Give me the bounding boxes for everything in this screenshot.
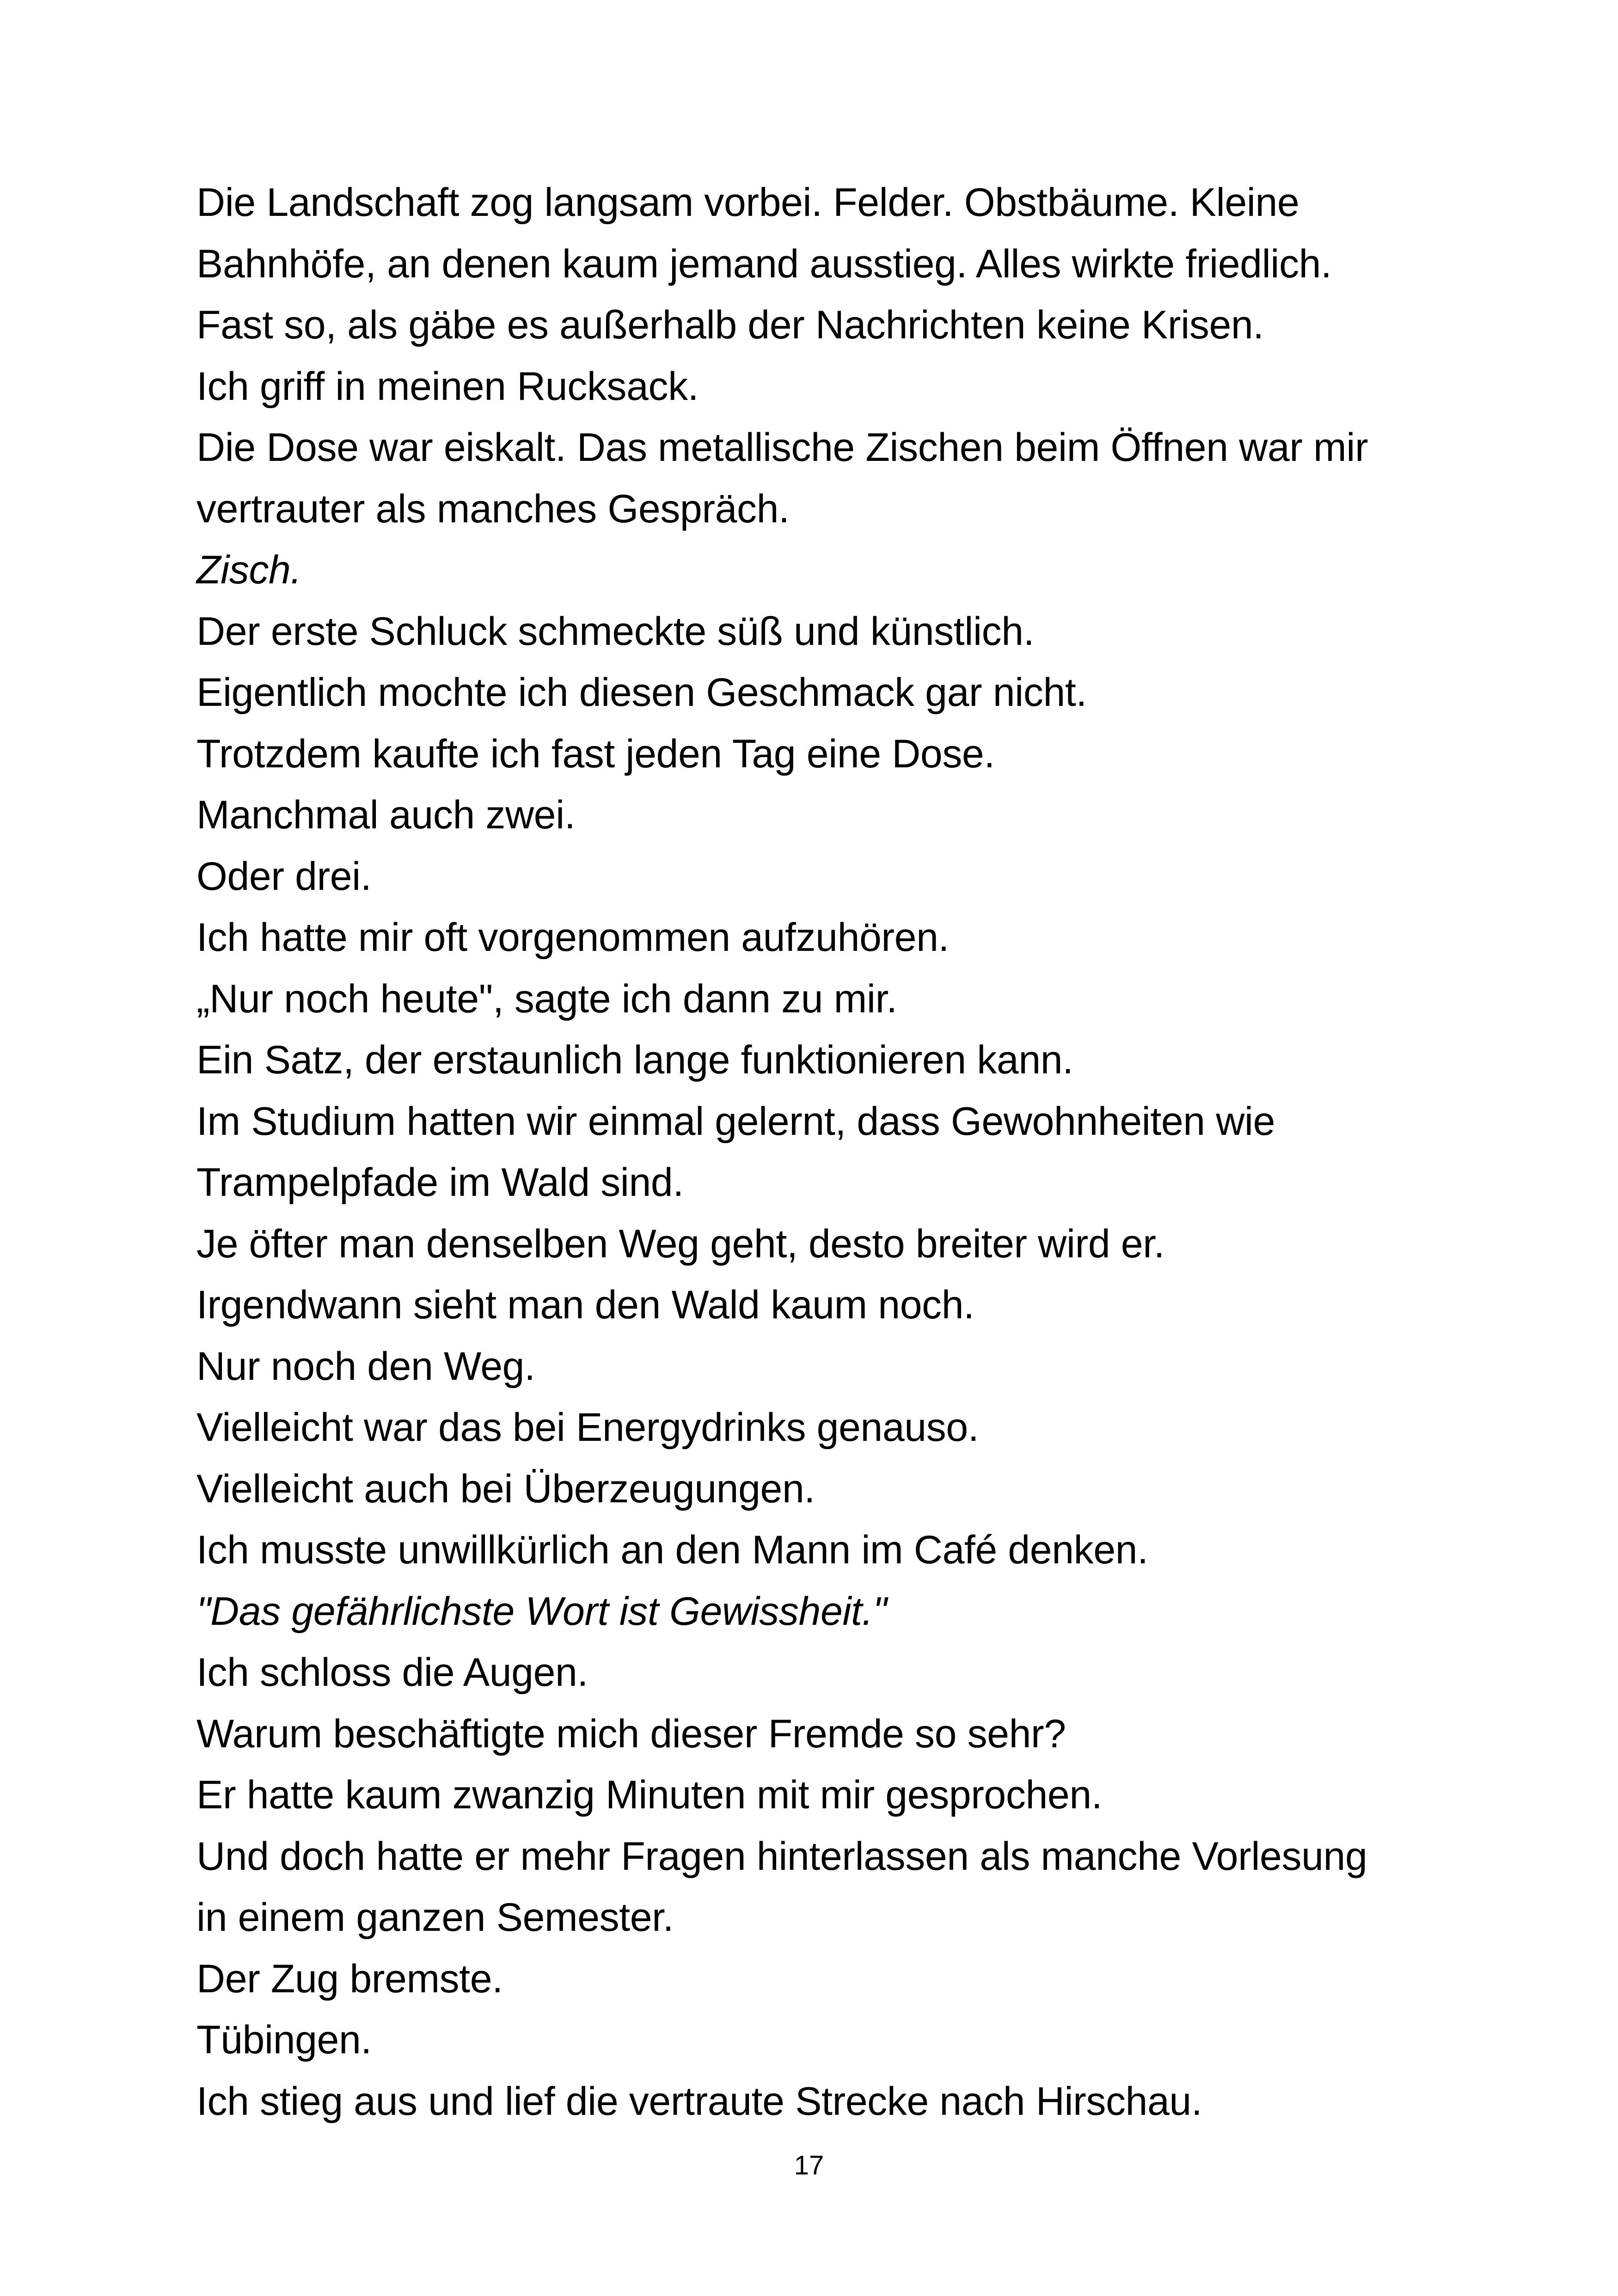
text-line: Ich griff in meinen Rucksack.	[196, 364, 699, 409]
text-line: Ich musste unwillkürlich an den Mann im Café denken.	[196, 1528, 1148, 1572]
text-line: Die Landschaft zog langsam vorbei. Felder. Obstbäume. Kleine	[196, 180, 1299, 225]
body-text	[196, 172, 1472, 2132]
text-line: Ein Satz, der erstaunlich lange funktionieren kann.	[196, 1038, 1073, 1082]
text-line: Ich schloss die Augen.	[196, 1650, 588, 1695]
text-line: Vielleicht auch bei Überzeugungen.	[196, 1466, 815, 1511]
text-line: Trotzdem kaufte ich fast jeden Tag eine Dose.	[196, 731, 995, 776]
text-line: Manchmal auch zwei.	[196, 793, 576, 837]
text-line: in einem ganzen Semester.	[196, 1895, 674, 1940]
text-line: Im Studium hatten wir einmal gelernt, dass Gewohnheiten wie	[196, 1099, 1275, 1144]
text-line: vertrauter als manches Gespräch.	[196, 486, 790, 531]
text-line: Je öfter man denselben Weg geht, desto breiter wird er.	[196, 1221, 1165, 1266]
text-line: Vielleicht war das bei Energydrinks genauso.	[196, 1405, 979, 1450]
text-line: Tübingen.	[196, 2018, 372, 2062]
text-line: Die Dose war eiskalt. Das metallische Zischen beim Öffnen war mir	[196, 425, 1368, 470]
text-line: Zisch.	[196, 548, 301, 592]
text-line: Irgendwann sieht man den Wald kaum noch.	[196, 1283, 974, 1327]
text-line: Der Zug bremste.	[196, 1956, 503, 2001]
page-number: 17	[794, 2150, 824, 2180]
text-line: Warum beschäftigte mich dieser Fremde so sehr?	[196, 1711, 1066, 1756]
text-line: Der erste Schluck schmeckte süß und künstlich.	[196, 609, 1035, 654]
text-line: Fast so, als gäbe es außerhalb der Nachrichten keine Krisen.	[196, 303, 1264, 347]
text-line: Ich stieg aus und lief die vertraute Strecke nach Hirschau.	[196, 2079, 1202, 2124]
text-line: Er hatte kaum zwanzig Minuten mit mir gesprochen.	[196, 1773, 1103, 1817]
text-line: Nur noch den Weg.	[196, 1344, 535, 1389]
text-line: Eigentlich mochte ich diesen Geschmack gar nicht.	[196, 670, 1087, 715]
text-line: Ich hatte mir oft vorgenommen aufzuhören.	[196, 915, 950, 960]
text-line: Bahnhöfe, an denen kaum jemand ausstieg. Alles wirkte friedlich.	[196, 241, 1332, 286]
text-line: Trampelpfade im Wald sind.	[196, 1160, 684, 1205]
text-line: Und doch hatte er mehr Fragen hinterlassen als manche Vorlesung	[196, 1834, 1367, 1879]
text-line: „Nur noch heute", sagte ich dann zu mir.	[196, 976, 897, 1021]
text-line: "Das gefährlichste Wort ist Gewissheit."	[196, 1589, 887, 1634]
text-line: Oder drei.	[196, 854, 372, 899]
